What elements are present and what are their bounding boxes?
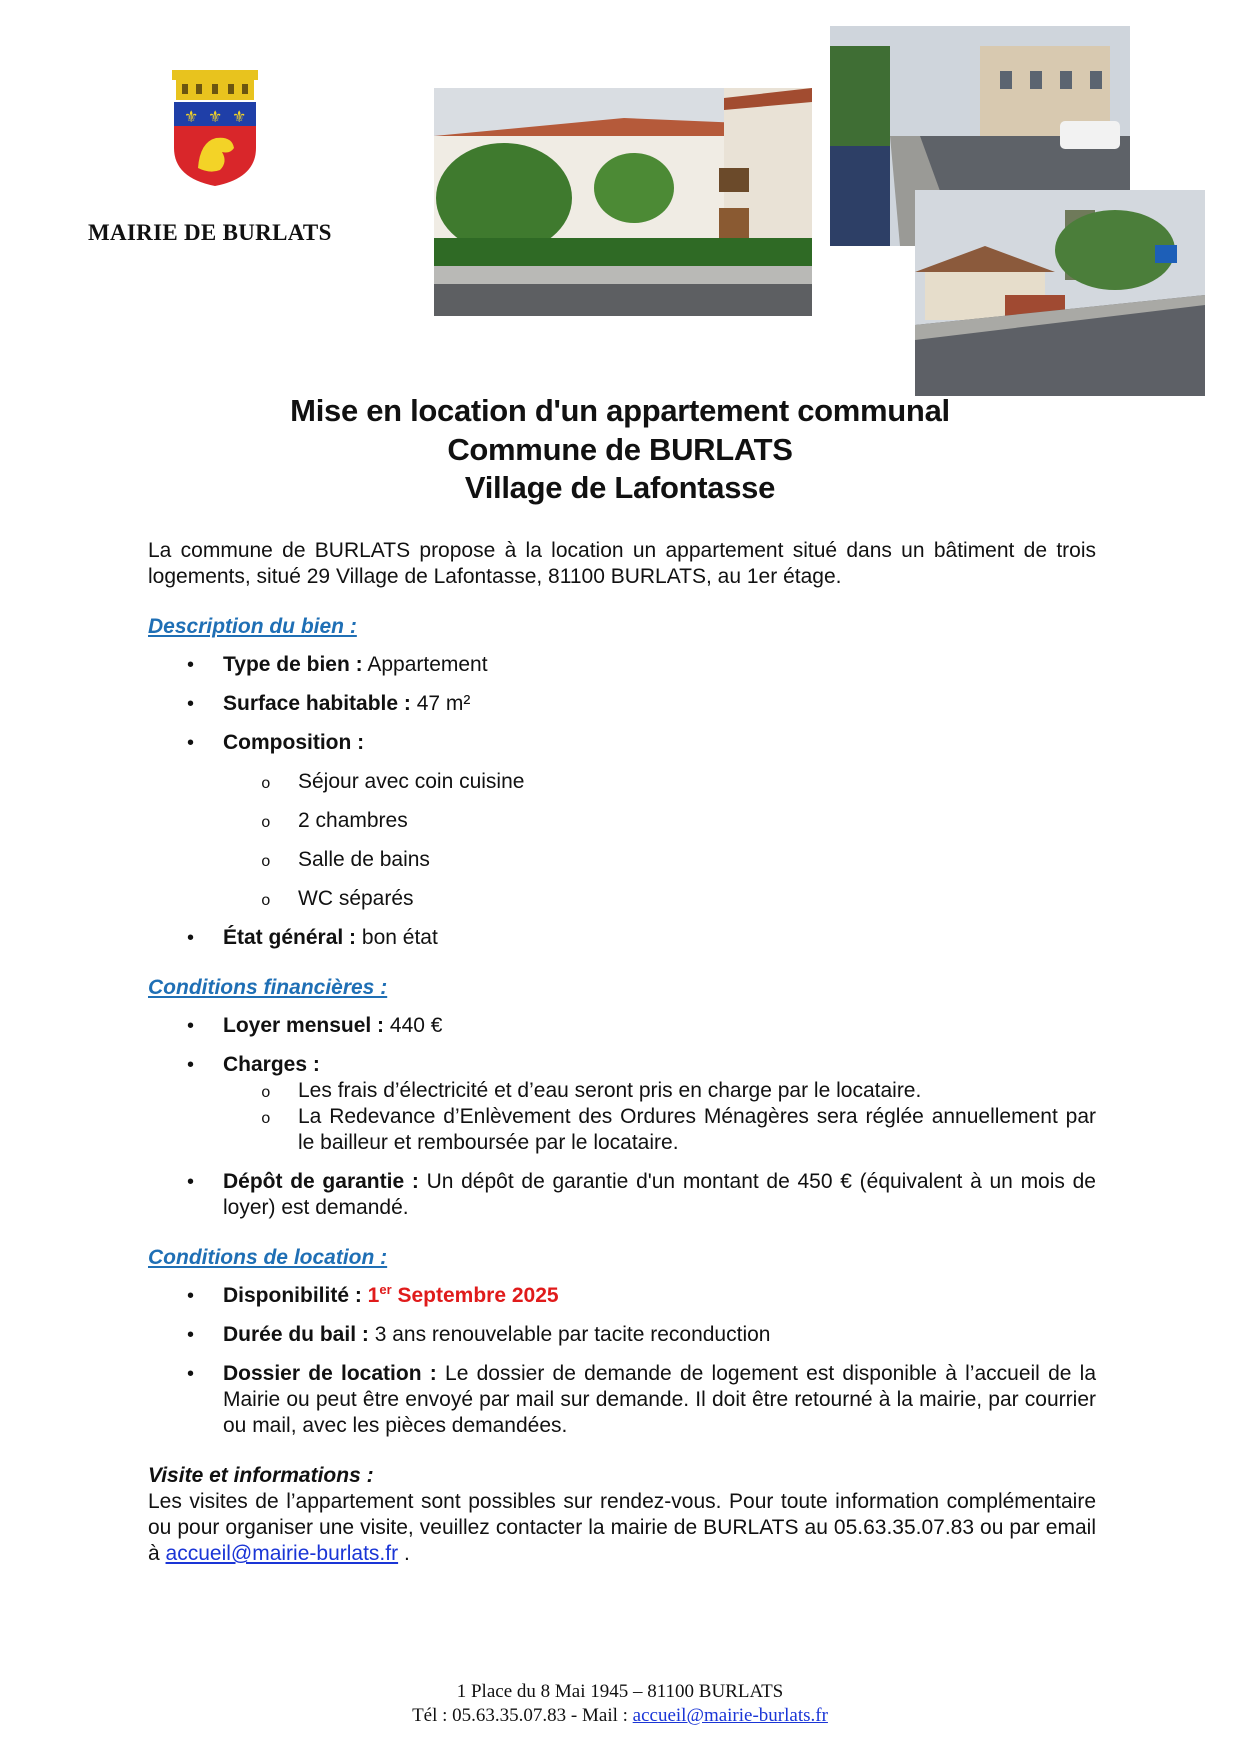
email-link[interactable]: accueil@mairie-burlats.fr: [165, 1542, 399, 1565]
intro-paragraph: La commune de BURLATS propose à la location un appartement situé dans un bâtiment de trois logements, situé 29 Village de Lafontasse, 81100 BURLATS, au 1er étage.: [148, 539, 1096, 588]
list-item: • Type de bien : Appartement: [148, 652, 1096, 678]
svg-text:⚜: ⚜: [208, 107, 223, 126]
list-item: • Charges : o Les frais d’électricité et d’eau seront pris en charge par le locataire. o La Redevance d’Enlèvement des Ordures Ménagères sera réglée annuellement par le bailleur et remboursée par le locataire.: [148, 1052, 1096, 1156]
footer: [0, 1680, 1240, 1728]
finances-list: [148, 1013, 1096, 1221]
village-photo: [915, 190, 1205, 396]
room-item: o 2 chambres: [148, 808, 1096, 834]
list-item: • Dossier de location : Le dossier de demande de logement est disponible à l’accueil de la Mairie ou peut être envoyé par mail sur demande. Il doit être retourné à la mairie, par courrier ou mail, avec les pièces demandées.: [148, 1361, 1096, 1439]
footer-email-link[interactable]: accueil@mairie-burlats.fr: [632, 1705, 828, 1726]
charges-list: [148, 1078, 1096, 1156]
charge-item: o La Redevance d’Enlèvement des Ordures Ménagères sera réglée annuellement par le bailleur et remboursée par le locataire.: [148, 1104, 1096, 1156]
coat-of-arms-icon: [170, 70, 260, 188]
title-line-2: Commune de BURLATS: [447, 432, 793, 467]
section-visite-heading: Visite et informations :: [148, 1464, 374, 1487]
title-line-3: Village de Lafontasse: [464, 470, 776, 505]
list-item: • Disponibilité : 1er Septembre 2025: [148, 1283, 1096, 1309]
svg-text:⚜: ⚜: [184, 107, 199, 126]
footer-address: 1 Place du 8 Mai 1945 – 81100 BURLATS: [456, 1681, 784, 1702]
list-item: • État général : bon état: [148, 925, 1096, 951]
room-item: o Salle de bains: [148, 847, 1096, 873]
location-list: [148, 1283, 1096, 1439]
charge-item: o Les frais d’électricité et d’eau seront pris en charge par le locataire.: [148, 1078, 1096, 1104]
availability-date: 1er Septembre 2025: [367, 1282, 559, 1307]
list-item: • Composition : o Séjour avec coin cuisine o 2 chambres o Salle de bains o WC séparés: [148, 730, 1096, 912]
section-location-heading: Conditions de location :: [148, 1246, 388, 1269]
list-item: • Surface habitable : 47 m²: [148, 691, 1096, 717]
description-list: [148, 652, 1096, 951]
svg-text:⚜: ⚜: [232, 107, 247, 126]
mairie-name: MAIRIE DE BURLATS: [88, 220, 332, 245]
room-item: o Séjour avec coin cuisine: [148, 769, 1096, 795]
document-body: [148, 538, 1096, 1567]
rooms-list: [148, 769, 1096, 912]
building-photo: [434, 88, 812, 316]
visite-paragraph: Les visites de l’appartement sont possibles sur rendez-vous. Pour toute information complémentaire ou pour organiser une visite, veuillez contacter la mairie de BURLATS au 05.63.35.07.83 ou par email à accueil@mairie-burlats.fr .: [148, 1490, 1096, 1565]
section-description-heading: Description du bien :: [148, 615, 357, 638]
footer-contact: Tél : 05.63.35.07.83 - Mail : accueil@mairie-burlats.fr: [412, 1705, 828, 1726]
section-finances-heading: Conditions financières :: [148, 976, 388, 999]
list-item: • Durée du bail : 3 ans renouvelable par tacite reconduction: [148, 1322, 1096, 1348]
list-item: • Dépôt de garantie : Un dépôt de garantie d'un montant de 450 € (équivalent à un mois de loyer) est demandé.: [148, 1169, 1096, 1221]
room-item: o WC séparés: [148, 886, 1096, 912]
list-item: • Loyer mensuel : 440 €: [148, 1013, 1096, 1039]
title-line-1: Mise en location d'un appartement communal: [290, 393, 950, 428]
